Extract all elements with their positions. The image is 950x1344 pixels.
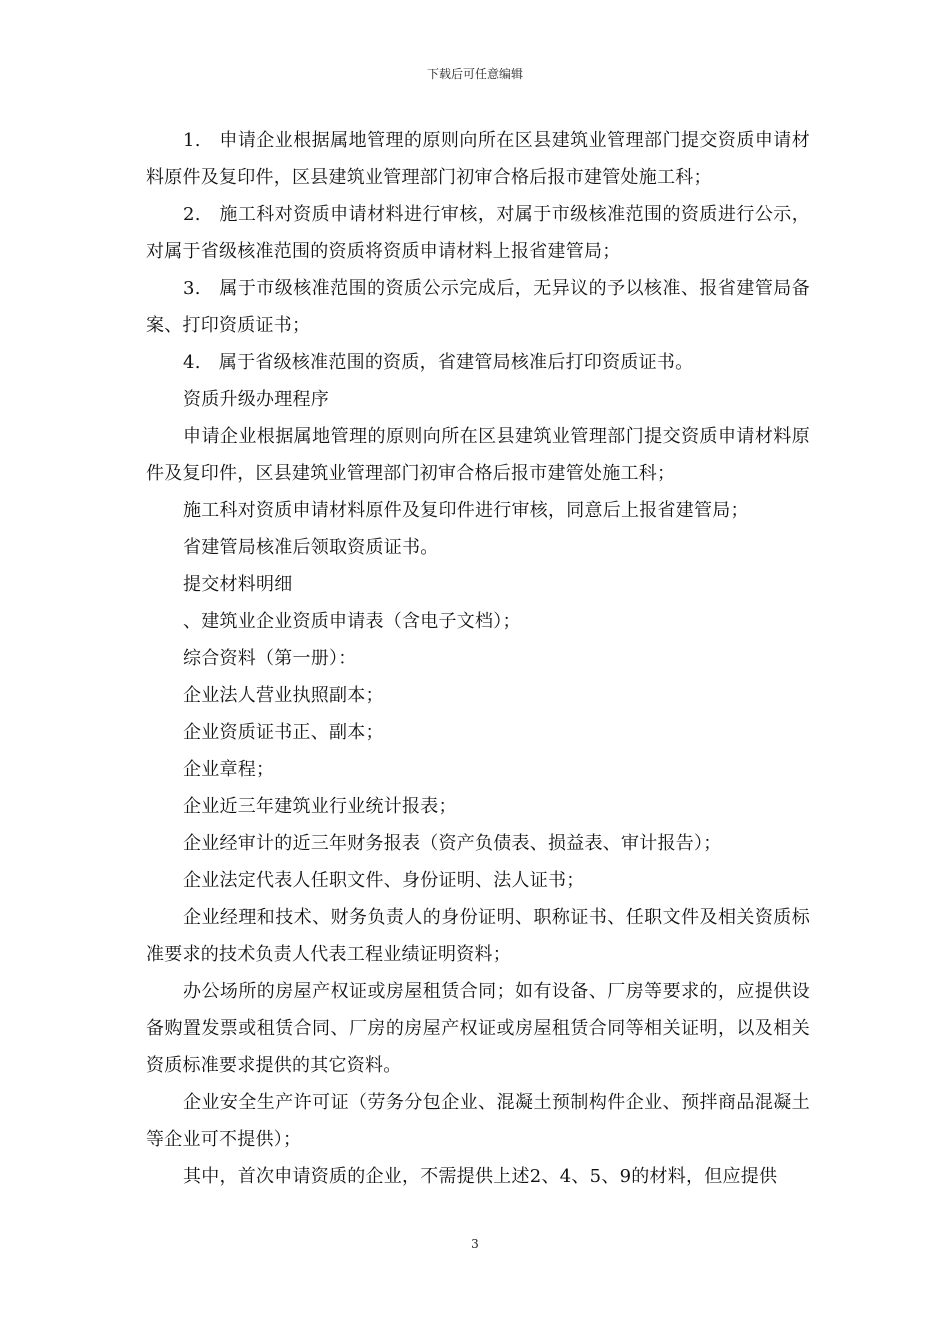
page-header: 下载后可任意编辑: [426, 67, 523, 81]
section-heading-materials: 提交材料明细: [183, 574, 293, 595]
list-item: 企业安全生产许可证（劳务分包企业、混凝土预制构件企业、预拌商品混凝土等企业可不提供）；: [146, 1092, 810, 1150]
paragraph-upgrade-step-3: 省建管局核准后领取资质证书。: [183, 537, 439, 558]
paragraph-upgrade-step-2: 施工科对资质申请材料原件及复印件进行审核，同意后上报省建管局；: [183, 500, 749, 521]
list-item: 企业经理和技术、财务负责人的身份证明、职称证书、任职文件及相关资质标准要求的技术负责人代表工程业绩证明资料；: [146, 907, 810, 965]
list-item: 企业法定代表人任职文件、身份证明、法人证书；: [183, 870, 585, 891]
paragraph-upgrade-step-1: 申请企业根据属地管理的原则向所在区县建筑业管理部门提交资质申请材料原件及复印件，区县建筑业管理部门初审合格后报市建管处施工科；: [146, 426, 810, 484]
list-item: 企业章程；: [183, 759, 275, 780]
paragraph-step-2: 2. 施工科对资质申请材料进行审核，对属于市级核准范围的资质进行公示，对属于省级核准范围的资质将资质申请材料上报省建管局；: [146, 204, 810, 262]
paragraph-step-3: 3. 属于市级核准范围的资质公示完成后，无异议的予以核准、报省建管局备案、打印资质证书；: [146, 278, 810, 336]
list-item: 企业资质证书正、副本；: [183, 722, 384, 743]
paragraph-step-1: 1. 申请企业根据属地管理的原则向所在区县建筑业管理部门提交资质申请材料原件及复印件，区县建筑业管理部门初审合格后报市建管处施工科；: [146, 130, 810, 188]
list-item: 其中，首次申请资质的企业，不需提供上述2、4、5、9的材料，但应提供: [183, 1166, 778, 1187]
list-item: 、建筑业企业资质申请表（含电子文档）；: [183, 611, 521, 632]
list-item: 企业近三年建筑业行业统计报表；: [183, 796, 457, 817]
list-item: 企业法人营业执照副本；: [183, 685, 384, 706]
list-item: 企业经审计的近三年财务报表（资产负债表、损益表、审计报告）；: [183, 833, 722, 854]
paragraph-step-4: 4. 属于省级核准范围的资质，省建管局核准后打印资质证书。: [183, 352, 694, 373]
section-heading-upgrade-procedure: 资质升级办理程序: [183, 389, 329, 410]
document-body: [146, 122, 810, 1195]
list-item: 办公场所的房屋产权证或房屋租赁合同；如有设备、厂房等要求的，应提供设备购置发票或租赁合同、厂房的房屋产权证或房屋租赁合同等相关证明，以及相关资质标准要求提供的其它资料。: [146, 981, 810, 1076]
list-item: 综合资料（第一册）：: [183, 648, 357, 669]
page-number: 3: [471, 1237, 479, 1251]
